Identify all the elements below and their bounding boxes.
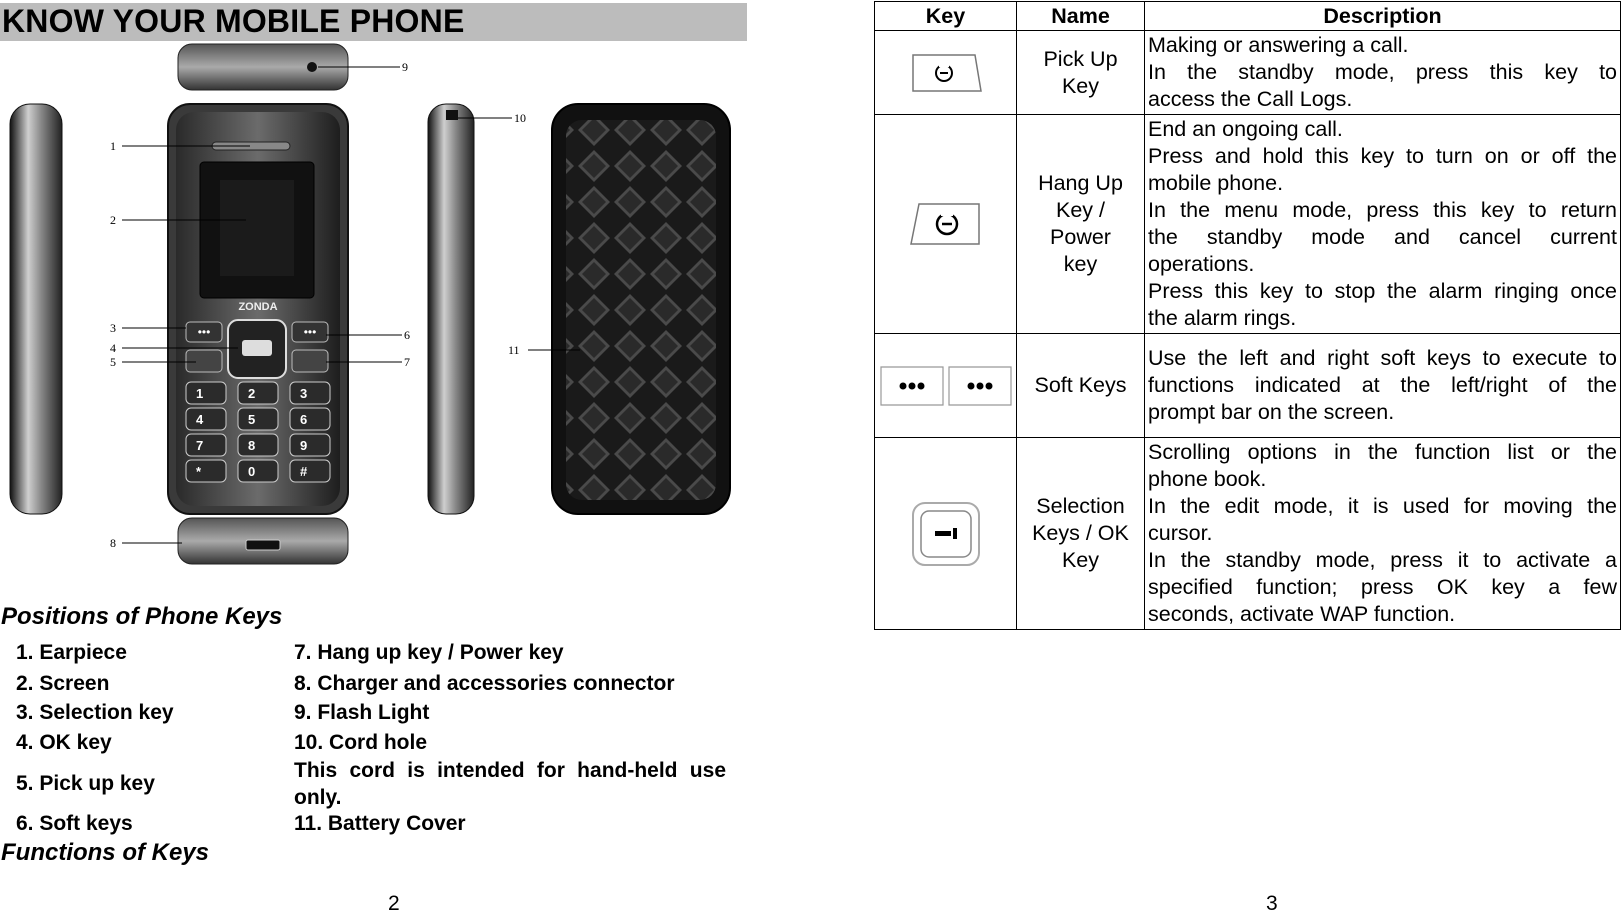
functions-heading: Functions of Keys <box>1 839 210 866</box>
desc-line: the alarm rings. <box>1148 306 1297 330</box>
position-item: 4. OK key <box>16 731 112 754</box>
page-title: KNOW YOUR MOBILE PHONE <box>2 3 465 39</box>
callout-3: 3 <box>110 321 116 335</box>
callout-2: 2 <box>110 213 116 227</box>
selection-ok-key-icon <box>909 499 983 569</box>
callout-5: 5 <box>110 355 116 369</box>
hang-up-key-fig <box>292 350 328 372</box>
callout-6: 6 <box>404 328 410 342</box>
description-cell <box>1145 31 1621 115</box>
header-name: Name <box>1017 2 1145 31</box>
svg-text:•••: ••• <box>303 325 317 339</box>
desc-line: Making or answering a call. <box>1148 33 1409 57</box>
position-item: 5. Pick up key <box>16 772 155 795</box>
name-line: Key / <box>1056 198 1105 222</box>
soft-keys-icon <box>879 363 1013 409</box>
position-item: 9. Flash Light <box>294 701 430 724</box>
table-row <box>875 438 1621 630</box>
svg-text:#: # <box>300 464 308 479</box>
desc-line: End an ongoing call. <box>1148 117 1343 141</box>
desc-line: mobile phone. <box>1148 171 1284 195</box>
name-line: Key <box>1061 548 1100 572</box>
table-row <box>875 115 1621 334</box>
key-cell <box>875 115 1017 334</box>
svg-text:*: * <box>196 464 202 479</box>
description-cell <box>1145 438 1621 630</box>
callout-9: 9 <box>402 60 408 74</box>
svg-text:3: 3 <box>300 386 308 401</box>
name-cell <box>1017 438 1145 630</box>
key-cell <box>875 334 1017 438</box>
name-cell <box>1017 31 1145 115</box>
flash-light <box>307 62 317 72</box>
position-item: 3. Selection key <box>16 701 174 724</box>
description-cell <box>1145 115 1621 334</box>
pick-up-key-icon <box>909 51 983 95</box>
svg-text:0: 0 <box>248 464 256 479</box>
cord-note: This cord is intended for hand-held use only. <box>294 759 726 809</box>
callout-10: 10 <box>514 111 526 125</box>
name-line: Key <box>1061 73 1100 98</box>
desc-line: Scrolling options in the function list or the <box>1148 440 1617 464</box>
hang-up-key-icon <box>909 200 983 248</box>
svg-text:7: 7 <box>196 438 204 453</box>
name-line: Power <box>1050 225 1111 249</box>
desc-line: cursor. <box>1148 521 1213 545</box>
svg-text:6: 6 <box>300 412 308 427</box>
callout-8: 8 <box>110 536 116 550</box>
desc-line: phone book. <box>1148 467 1267 491</box>
position-item: 10. Cord hole <box>294 731 428 754</box>
svg-text:9: 9 <box>300 438 308 453</box>
position-item: 6. Soft keys <box>16 812 133 835</box>
name-cell <box>1017 115 1145 334</box>
desc-line: functions indicated at the left/right of the <box>1148 373 1617 397</box>
desc-line: the standby mode and cancel current <box>1148 225 1617 249</box>
name-line: Pick Up <box>1043 46 1118 71</box>
desc-line: In the edit mode, it is used for moving the <box>1148 494 1617 518</box>
name-line: Hang Up <box>1038 171 1123 195</box>
callout-7: 7 <box>404 355 410 369</box>
desc-line: access the Call Logs. <box>1148 87 1353 111</box>
pick-up-key-fig <box>186 350 222 372</box>
name-line: Soft Keys <box>1034 373 1127 397</box>
key-functions-table <box>874 1 1621 630</box>
desc-line: prompt bar on the screen. <box>1148 400 1395 424</box>
desc-line: Press and hold this key to turn on or off the <box>1148 144 1617 168</box>
phone-left-side <box>10 104 62 514</box>
name-line: Keys / OK <box>1032 521 1129 545</box>
svg-text:2: 2 <box>248 386 256 401</box>
name-cell <box>1017 334 1145 438</box>
svg-text:5: 5 <box>248 412 256 427</box>
position-item: 8. Charger and accessories connector <box>294 672 675 695</box>
svg-text:•••: ••• <box>197 325 211 339</box>
phone-right-side <box>428 104 474 514</box>
desc-line: Press this key to stop the alarm ringing once <box>1148 279 1617 303</box>
header-key: Key <box>875 2 1017 31</box>
position-item: 11. Battery Cover <box>294 812 466 835</box>
phone-diagram <box>0 40 740 600</box>
callout-11: 11 <box>508 343 520 357</box>
name-line: Selection <box>1036 494 1125 518</box>
desc-line: In the menu mode, press this key to return <box>1148 198 1617 222</box>
position-item: 2. Screen <box>16 672 110 695</box>
key-cell <box>875 31 1017 115</box>
key-cell <box>875 438 1017 630</box>
position-item: 7. Hang up key / Power key <box>294 641 564 664</box>
page-number-right: 3 <box>1266 892 1278 915</box>
position-item: 1. Earpiece <box>16 641 127 664</box>
description-cell <box>1145 334 1621 438</box>
desc-line: operations. <box>1148 252 1255 276</box>
name-line: key <box>1063 252 1098 276</box>
table-row <box>875 334 1621 438</box>
page-number-left: 2 <box>388 892 400 915</box>
desc-line: In the standby mode, press it to activate a <box>1148 548 1617 572</box>
table-header-row <box>875 2 1621 31</box>
header-description: Description <box>1145 2 1621 31</box>
svg-text:1: 1 <box>196 386 204 401</box>
callout-4: 4 <box>110 341 116 355</box>
brand-label: ZONDA <box>238 301 278 313</box>
desc-line: seconds, activate WAP function. <box>1148 602 1456 626</box>
desc-line: Use the left and right soft keys to execute to <box>1148 346 1617 370</box>
cord-hole <box>446 110 458 120</box>
callout-1: 1 <box>110 139 116 153</box>
desc-line: specified function; press OK key a few <box>1148 575 1617 599</box>
svg-text:4: 4 <box>196 412 204 427</box>
svg-text:8: 8 <box>248 438 256 453</box>
positions-heading: Positions of Phone Keys <box>1 603 283 630</box>
table-row <box>875 31 1621 115</box>
charger-connector <box>246 540 280 550</box>
desc-line: In the standby mode, press this key to <box>1148 60 1617 84</box>
